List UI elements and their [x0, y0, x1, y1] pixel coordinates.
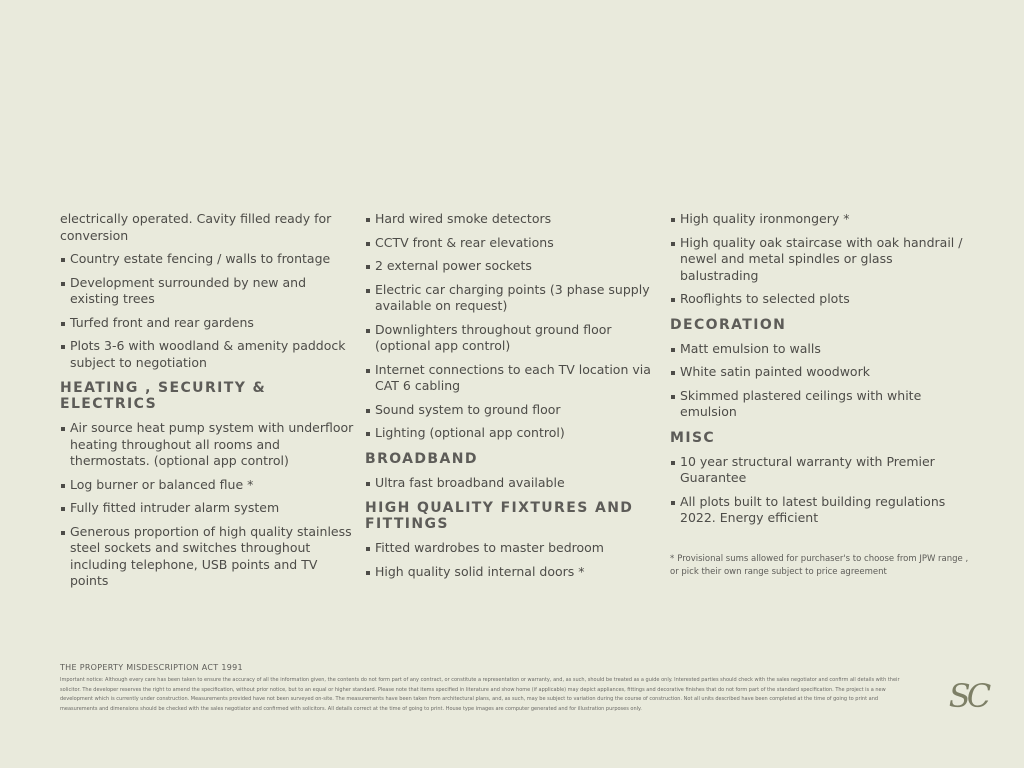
intro-paragraph: electrically operated. Cavity filled ready for conversion — [60, 211, 332, 243]
list-item: Fully fitted intruder alarm system — [60, 500, 355, 517]
list-item: High quality solid internal doors * — [365, 564, 660, 581]
list-item: High quality oak staircase with oak handrail / newel and metal spindles or glass balustrading — [670, 235, 970, 285]
note-text: Provisional sums allowed for purchaser's to choose from JPW range , or pick their own range subject to price agreement — [670, 553, 969, 577]
list-item: Log burner or balanced flue * — [60, 477, 355, 494]
list-item: 10 year structural warranty with Premier Guarantee — [670, 454, 970, 487]
list-item: Development surrounded by new and existing trees — [60, 275, 355, 308]
list-item: Rooflights to selected plots — [670, 291, 970, 308]
list-item: Air source heat pump system with underfloor heating throughout all rooms and thermostats. (optional app control) — [60, 420, 355, 470]
decoration-heading: DECORATION — [670, 316, 787, 333]
heating-security-heading: HEATING , SECURITY & ELECTRICS — [60, 380, 267, 412]
note-asterisk: * — [670, 553, 675, 564]
broadband-heading: BROADBAND — [365, 450, 478, 467]
heating-security-list — [60, 420, 355, 590]
list-item: White satin painted woodwork — [670, 364, 970, 381]
legal-disclaimer: Important notice: Although every care has been taken to ensure the accuracy of all the information given, the contents do not form part of any contract, or constitute a representation or warranty, and, as such, should be treated as a guide only. Interested parties should check with the sales negotiator and confirm all details with their solicitor. The developer reserves the right to amend the specification, without prior notice, but to an equal or higher standard. Please note that items specified in literature and show home (if applicable) may depict appliances, fittings and decorative finishes that do not form part of the standard specification. The project is a new development which is currently under construction. Measurements provided have not been surveyed on-site. The measurements have been taken from architectural plans, and, as such, may be subject to variation during the course of construction. Not all units described have been completed at the time of going to print and measurements and dimensions should be checked with the sales negotiator and confirmed with solicitors. All details correct at the time of going to print. House type images are computer generated and for illustration purposes only. — [60, 677, 900, 712]
list-item: Plots 3-6 with woodland & amenity paddock subject to negotiation — [60, 338, 355, 371]
list-item: Matt emulsion to walls — [670, 341, 970, 358]
list-item: Turfed front and rear gardens — [60, 315, 355, 332]
list-item: Internet connections to each TV location via CAT 6 cabling — [365, 362, 660, 395]
list-item: Fitted wardrobes to master bedroom — [365, 540, 660, 557]
list-item: Ultra fast broadband available — [365, 475, 660, 492]
list-item: Downlighters throughout ground floor (optional app control) — [365, 322, 660, 355]
brand-logo — [932, 676, 1004, 716]
provisional-sums-note — [670, 553, 970, 579]
broadband-list — [365, 475, 660, 492]
fixtures-heading: HIGH QUALITY FIXTURES AND FITTINGS — [365, 500, 634, 532]
spec-column-1 — [60, 211, 355, 597]
list-item: High quality ironmongery * — [670, 211, 970, 228]
electrics-list — [365, 211, 660, 442]
decoration-list — [670, 341, 970, 421]
list-item: Hard wired smoke detectors — [365, 211, 660, 228]
list-item: CCTV front & rear elevations — [365, 235, 660, 252]
list-item: All plots built to latest building regulations 2022. Energy efficient — [670, 494, 970, 527]
spec-column-2 — [365, 211, 660, 587]
legal-title: THE PROPERTY MISDESCRIPTION ACT 1991 — [60, 663, 243, 672]
misc-heading: MISC — [670, 429, 716, 446]
list-item: Lighting (optional app control) — [365, 425, 660, 442]
list-item: 2 external power sockets — [365, 258, 660, 275]
interior-fittings-list — [670, 211, 970, 308]
misc-list — [670, 454, 970, 527]
list-item: Generous proportion of high quality stainless steel sockets and switches throughout including telephone, USB points and TV points — [60, 524, 355, 590]
list-item: Sound system to ground floor — [365, 402, 660, 419]
list-item: Country estate fencing / walls to frontage — [60, 251, 355, 268]
external-features-list — [60, 251, 355, 371]
list-item: Electric car charging points (3 phase supply available on request) — [365, 282, 660, 315]
fixtures-list — [365, 540, 660, 580]
spec-column-3 — [670, 211, 970, 579]
logo-monogram: SC — [948, 677, 988, 715]
list-item: Skimmed plastered ceilings with white emulsion — [670, 388, 970, 421]
